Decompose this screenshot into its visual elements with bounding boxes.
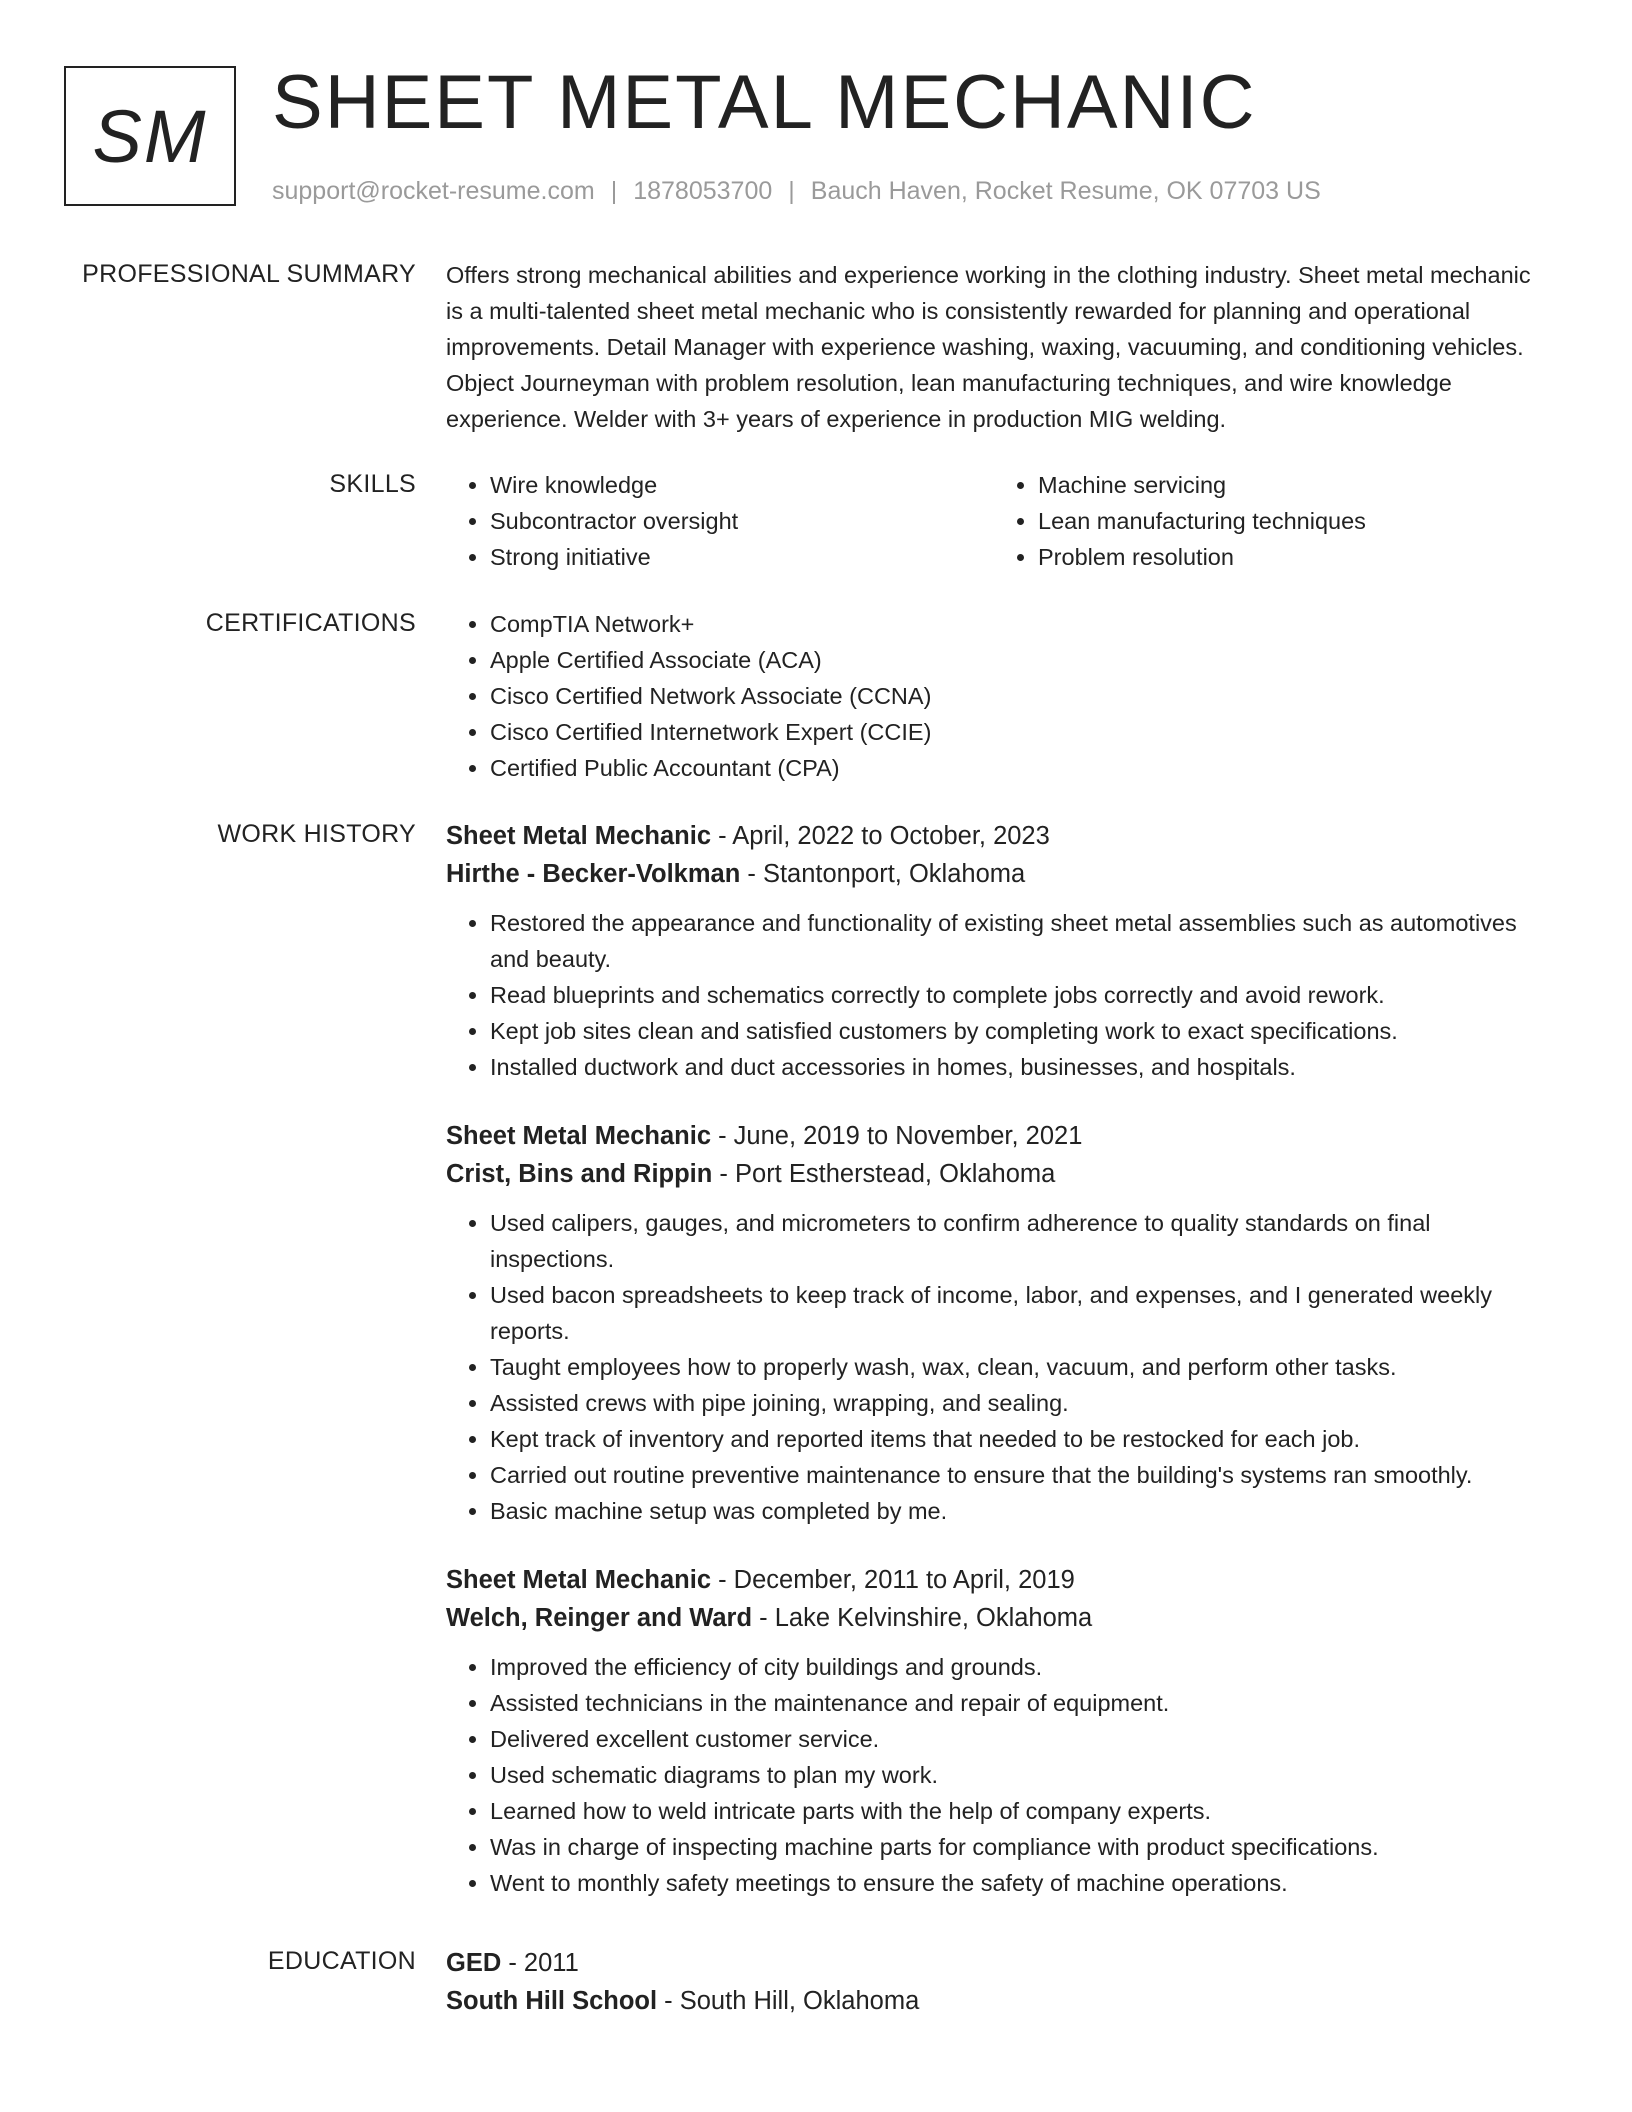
job-title-line [446,1117,1542,1155]
education-body [446,1944,1542,2020]
contact-phone: 1878053700 [633,177,773,205]
degree-line [446,1944,1542,1982]
job-bullet: • Assisted technicians in the maintenance and repair of equipment. [490,1685,1542,1721]
contact-separator: | [788,177,795,205]
job-bullets [446,1205,1542,1529]
monogram: SM [64,66,236,206]
job-bullet: • Kept job sites clean and satisfied customers by completing work to exact specifications. [490,1013,1542,1049]
certification-item: • Apple Certified Associate (ACA) [490,642,1542,678]
company-name: Welch, Reinger and Ward [446,1604,753,1632]
work-history-body [446,817,1542,1933]
job-bullets [446,905,1542,1085]
job-bullet: • Assisted crews with pipe joining, wrapping, and sealing. [490,1385,1542,1421]
job-dates: - December, 2011 to April, 2019 [711,1566,1075,1594]
job-bullet: • Basic machine setup was completed by me. [490,1493,1542,1529]
job-bullet: • Used bacon spreadsheets to keep track of income, labor, and expenses, and I generated weekly reports. [490,1277,1542,1349]
degree: GED [446,1949,502,1977]
certifications-heading: CERTIFICATIONS [205,609,416,637]
skill-item: • Machine servicing [1038,467,1542,503]
job-bullets [446,1649,1542,1901]
company-location: - Port Estherstead, Oklahoma [712,1160,1056,1188]
certifications-list [446,606,1542,786]
job-title-line [446,817,1542,855]
job-bullet: • Used calipers, gauges, and micrometers to confirm adherence to quality standards on final inspections. [490,1205,1542,1277]
skill-item: • Lean manufacturing techniques [1038,503,1542,539]
skill-item: • Subcontractor oversight [490,503,994,539]
certification-item: • Cisco Certified Network Associate (CCNA) [490,678,1542,714]
school-line [446,1982,1542,2020]
job-bullet: • Improved the efficiency of city buildings and grounds. [490,1649,1542,1685]
job-entry [446,817,1542,1085]
certifications-body [446,606,1542,786]
contact-line [272,175,1321,207]
certification-item: • Cisco Certified Internetwork Expert (CCIE) [490,714,1542,750]
job-bullet: • Used schematic diagrams to plan my work. [490,1757,1542,1793]
company-location: - Stantonport, Oklahoma [740,860,1026,888]
job-bullet: • Taught employees how to properly wash, wax, clean, vacuum, and perform other tasks. [490,1349,1542,1385]
skills-grid [446,467,1542,575]
company-line [446,1599,1542,1637]
certification-item: • Certified Public Accountant (CPA) [490,750,1542,786]
skills-list-left [446,467,994,575]
degree-year: - 2011 [501,1949,579,1977]
contact-email: support@rocket-resume.com [272,177,595,205]
skills-heading: SKILLS [329,470,416,498]
job-bullet: • Installed ductwork and duct accessories in homes, businesses, and hospitals. [490,1049,1542,1085]
job-bullet: • Learned how to weld intricate parts with the help of company experts. [490,1793,1542,1829]
job-bullet: • Kept track of inventory and reported items that needed to be restocked for each job. [490,1421,1542,1457]
skill-item: • Strong initiative [490,539,994,575]
contact-separator: | [610,177,618,205]
job-bullet: • Restored the appearance and functionality of existing sheet metal assemblies such as automotives and beauty. [490,905,1542,977]
school-name: South Hill School [446,1987,658,2015]
summary-text: Offers strong mechanical abilities and experience working in the clothing industry. Sheet metal mechanic is a multi-talented sheet metal mechanic who is consistently rewarded for planning and operational improvements. Detail Manager with experience washing, waxing, vacuuming, and conditioning vehicles. Object Journeyman with problem resolution, lean manufacturing techniques, and wire knowledge experience. Welder with 3+ years of experience in production MIG welding. [446,262,1531,432]
contact-address: Bauch Haven, Rocket Resume, OK 07703 US [810,177,1321,205]
job-title: Sheet Metal Mechanic [446,822,711,850]
job-bullet: • Carried out routine preventive maintenance to ensure that the building's systems ran smoothly. [490,1457,1542,1493]
company-name: Crist, Bins and Rippin [446,1160,713,1188]
job-entry [446,1117,1542,1529]
skills-list-right [994,467,1542,575]
company-name: Hirthe - Becker-Volkman [446,860,741,888]
company-line [446,1155,1542,1193]
summary-heading: PROFESSIONAL SUMMARY [82,260,416,288]
skill-item: • Problem resolution [1038,539,1542,575]
candidate-name: SHEET METAL MECHANIC [272,60,1257,145]
job-bullet: • Delivered excellent customer service. [490,1721,1542,1757]
company-location: - Lake Kelvinshire, Oklahoma [752,1604,1093,1632]
school-location: - South Hill, Oklahoma [657,1987,920,2015]
job-bullet: • Was in charge of inspecting machine parts for compliance with product specifications. [490,1829,1542,1865]
job-dates: - June, 2019 to November, 2021 [711,1122,1083,1150]
job-title: Sheet Metal Mechanic [446,1122,711,1150]
work-history-heading: WORK HISTORY [217,820,416,848]
education-heading: EDUCATION [267,1947,416,1975]
job-title-line [446,1561,1542,1599]
certification-item: • CompTIA Network+ [490,606,1542,642]
job-dates: - April, 2022 to October, 2023 [711,822,1050,850]
job-entry [446,1561,1542,1901]
job-bullet: • Read blueprints and schematics correctly to complete jobs correctly and avoid rework. [490,977,1542,1013]
job-title: Sheet Metal Mechanic [446,1566,711,1594]
job-bullet: • Went to monthly safety meetings to ensure the safety of machine operations. [490,1865,1542,1901]
company-line [446,855,1542,893]
skill-item: • Wire knowledge [490,467,994,503]
